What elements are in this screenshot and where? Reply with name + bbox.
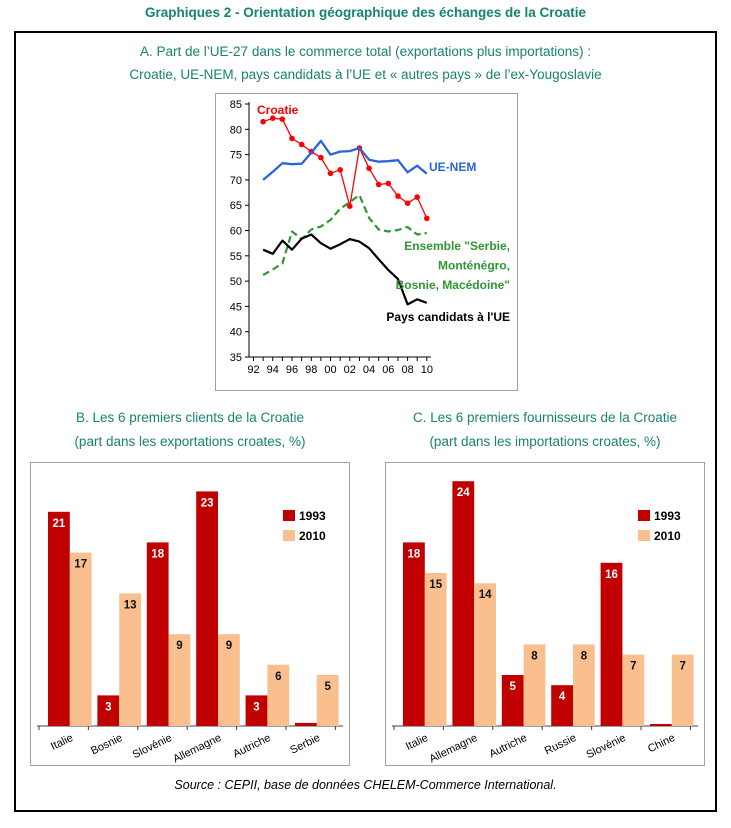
svg-text:Italie: Italie [48, 731, 76, 753]
svg-text:75: 75 [229, 149, 242, 162]
svg-text:Slovénie: Slovénie [130, 731, 174, 762]
panel-b-title-line-2: (part dans les exportations croates, %) [74, 434, 306, 449]
figure-title: Graphiques 2 - Orientation géographique des échanges de la Croatie [144, 5, 587, 20]
series-3 [263, 235, 427, 305]
svg-text:65: 65 [229, 200, 242, 213]
svg-text:02: 02 [343, 364, 356, 376]
svg-text:6: 6 [275, 670, 282, 683]
bar-group-4 [231, 665, 289, 761]
svg-text:Chine: Chine [646, 731, 678, 756]
svg-text:2010: 2010 [654, 529, 681, 543]
svg-text:Autriche: Autriche [487, 731, 529, 761]
svg-text:14: 14 [478, 589, 492, 602]
svg-text:80: 80 [229, 124, 242, 137]
series-2 [263, 195, 427, 275]
line-chart-eu27-share [216, 94, 517, 390]
svg-text:Allemagne: Allemagne [427, 731, 480, 765]
svg-text:21: 21 [52, 517, 66, 530]
panel-c-chart-box [385, 462, 705, 766]
svg-text:5: 5 [324, 681, 331, 693]
svg-text:3: 3 [105, 701, 112, 714]
panel-c-title [385, 406, 705, 454]
axis [37, 726, 343, 730]
svg-text:Italie: Italie [403, 731, 431, 753]
svg-text:45: 45 [229, 301, 242, 314]
svg-text:35: 35 [229, 352, 242, 364]
bar-chart-fournisseurs [386, 463, 704, 765]
svg-text:17: 17 [74, 558, 88, 571]
svg-text:18: 18 [151, 548, 165, 561]
svg-text:1993: 1993 [654, 509, 681, 523]
panel-a-title-line-2: Croatie, UE-NEM, pays candidats à l’UE et « autres pays » de l’ex-Yougoslavie [129, 67, 602, 82]
svg-text:Russie: Russie [542, 731, 579, 758]
bar-group-1 [89, 593, 141, 757]
svg-text:50: 50 [229, 276, 242, 289]
axis [392, 726, 698, 730]
series-1 [263, 141, 427, 180]
svg-text:24: 24 [456, 487, 470, 500]
svg-text:85: 85 [229, 99, 242, 111]
svg-text:60: 60 [229, 225, 242, 238]
series-label-0 [257, 103, 299, 117]
svg-text:06: 06 [382, 364, 395, 376]
svg-text:5: 5 [509, 681, 516, 693]
bar-chart-clients [31, 463, 349, 765]
svg-text:Monténégro,: Monténégro, [438, 258, 510, 273]
svg-text:Allemagne: Allemagne [171, 731, 224, 765]
series-label-2 [396, 239, 510, 292]
svg-text:13: 13 [123, 599, 137, 612]
svg-text:9: 9 [176, 640, 183, 653]
bar-group-5 [646, 655, 694, 756]
svg-text:10: 10 [420, 364, 433, 376]
svg-text:15: 15 [429, 579, 443, 591]
svg-text:04: 04 [362, 364, 376, 376]
panel-b [30, 406, 350, 766]
bar-group-2 [487, 644, 545, 760]
legend [283, 509, 326, 543]
panel-c-title-line-1: C. Les 6 premiers fournisseurs de la Croatie [412, 410, 678, 425]
svg-text:16: 16 [605, 568, 618, 581]
svg-text:98: 98 [305, 364, 318, 376]
panel-a-title [16, 40, 715, 86]
panel-c [385, 406, 705, 766]
svg-text:55: 55 [229, 250, 242, 263]
bar-group-0 [403, 542, 447, 752]
series-label-1 [429, 160, 476, 174]
svg-text:8: 8 [531, 650, 538, 663]
svg-text:18: 18 [407, 548, 421, 561]
bar-group-5 [288, 675, 338, 757]
svg-text:2010: 2010 [299, 529, 326, 543]
svg-text:7: 7 [630, 660, 637, 673]
series-label-3 [386, 310, 510, 324]
svg-text:92: 92 [247, 364, 260, 376]
bar-group-3 [543, 644, 595, 757]
svg-text:UE-NEM: UE-NEM [429, 160, 477, 174]
panel-a-chart-box [215, 93, 518, 391]
svg-text:7: 7 [679, 660, 686, 673]
svg-text:23: 23 [200, 497, 214, 510]
svg-text:3: 3 [253, 701, 260, 714]
svg-text:Bosnie: Bosnie [89, 731, 125, 758]
svg-text:8: 8 [580, 650, 588, 663]
svg-text:Bosnie, Macédoine": Bosnie, Macédoine" [395, 278, 510, 292]
svg-text:1993: 1993 [299, 509, 326, 523]
svg-text:4: 4 [558, 691, 566, 704]
svg-text:96: 96 [285, 364, 299, 376]
source-note: Source : CEPII, base de données CHELEM-Commerce International. [174, 778, 557, 792]
svg-text:70: 70 [229, 174, 242, 187]
svg-text:40: 40 [229, 326, 242, 339]
svg-text:08: 08 [401, 364, 414, 376]
panel-b-title-line-1: B. Les 6 premiers clients de la Croatie [75, 410, 305, 425]
svg-text:Ensemble "Serbie,: Ensemble "Serbie, [404, 239, 510, 253]
svg-text:Pays candidats à l'UE: Pays candidats à l'UE [386, 310, 510, 324]
bar-group-0 [48, 512, 92, 753]
svg-text:00: 00 [324, 364, 337, 376]
axes [230, 99, 433, 376]
panel-a-title-line-1: A. Part de l’UE-27 dans le commerce total (exportations plus importations) : [140, 44, 591, 59]
svg-text:9: 9 [225, 640, 233, 653]
panel-b-title [30, 406, 350, 454]
figure-frame [14, 31, 717, 812]
panel-b-chart-box [30, 462, 350, 766]
svg-text:Croatie: Croatie [257, 103, 299, 117]
svg-text:94: 94 [266, 364, 279, 376]
panel-c-title-line-2: (part dans les importations croates, %) [429, 434, 661, 449]
svg-text:Serbie: Serbie [288, 731, 323, 757]
svg-text:Autriche: Autriche [231, 731, 273, 761]
svg-text:Slovénie: Slovénie [584, 731, 628, 762]
legend [638, 509, 681, 543]
